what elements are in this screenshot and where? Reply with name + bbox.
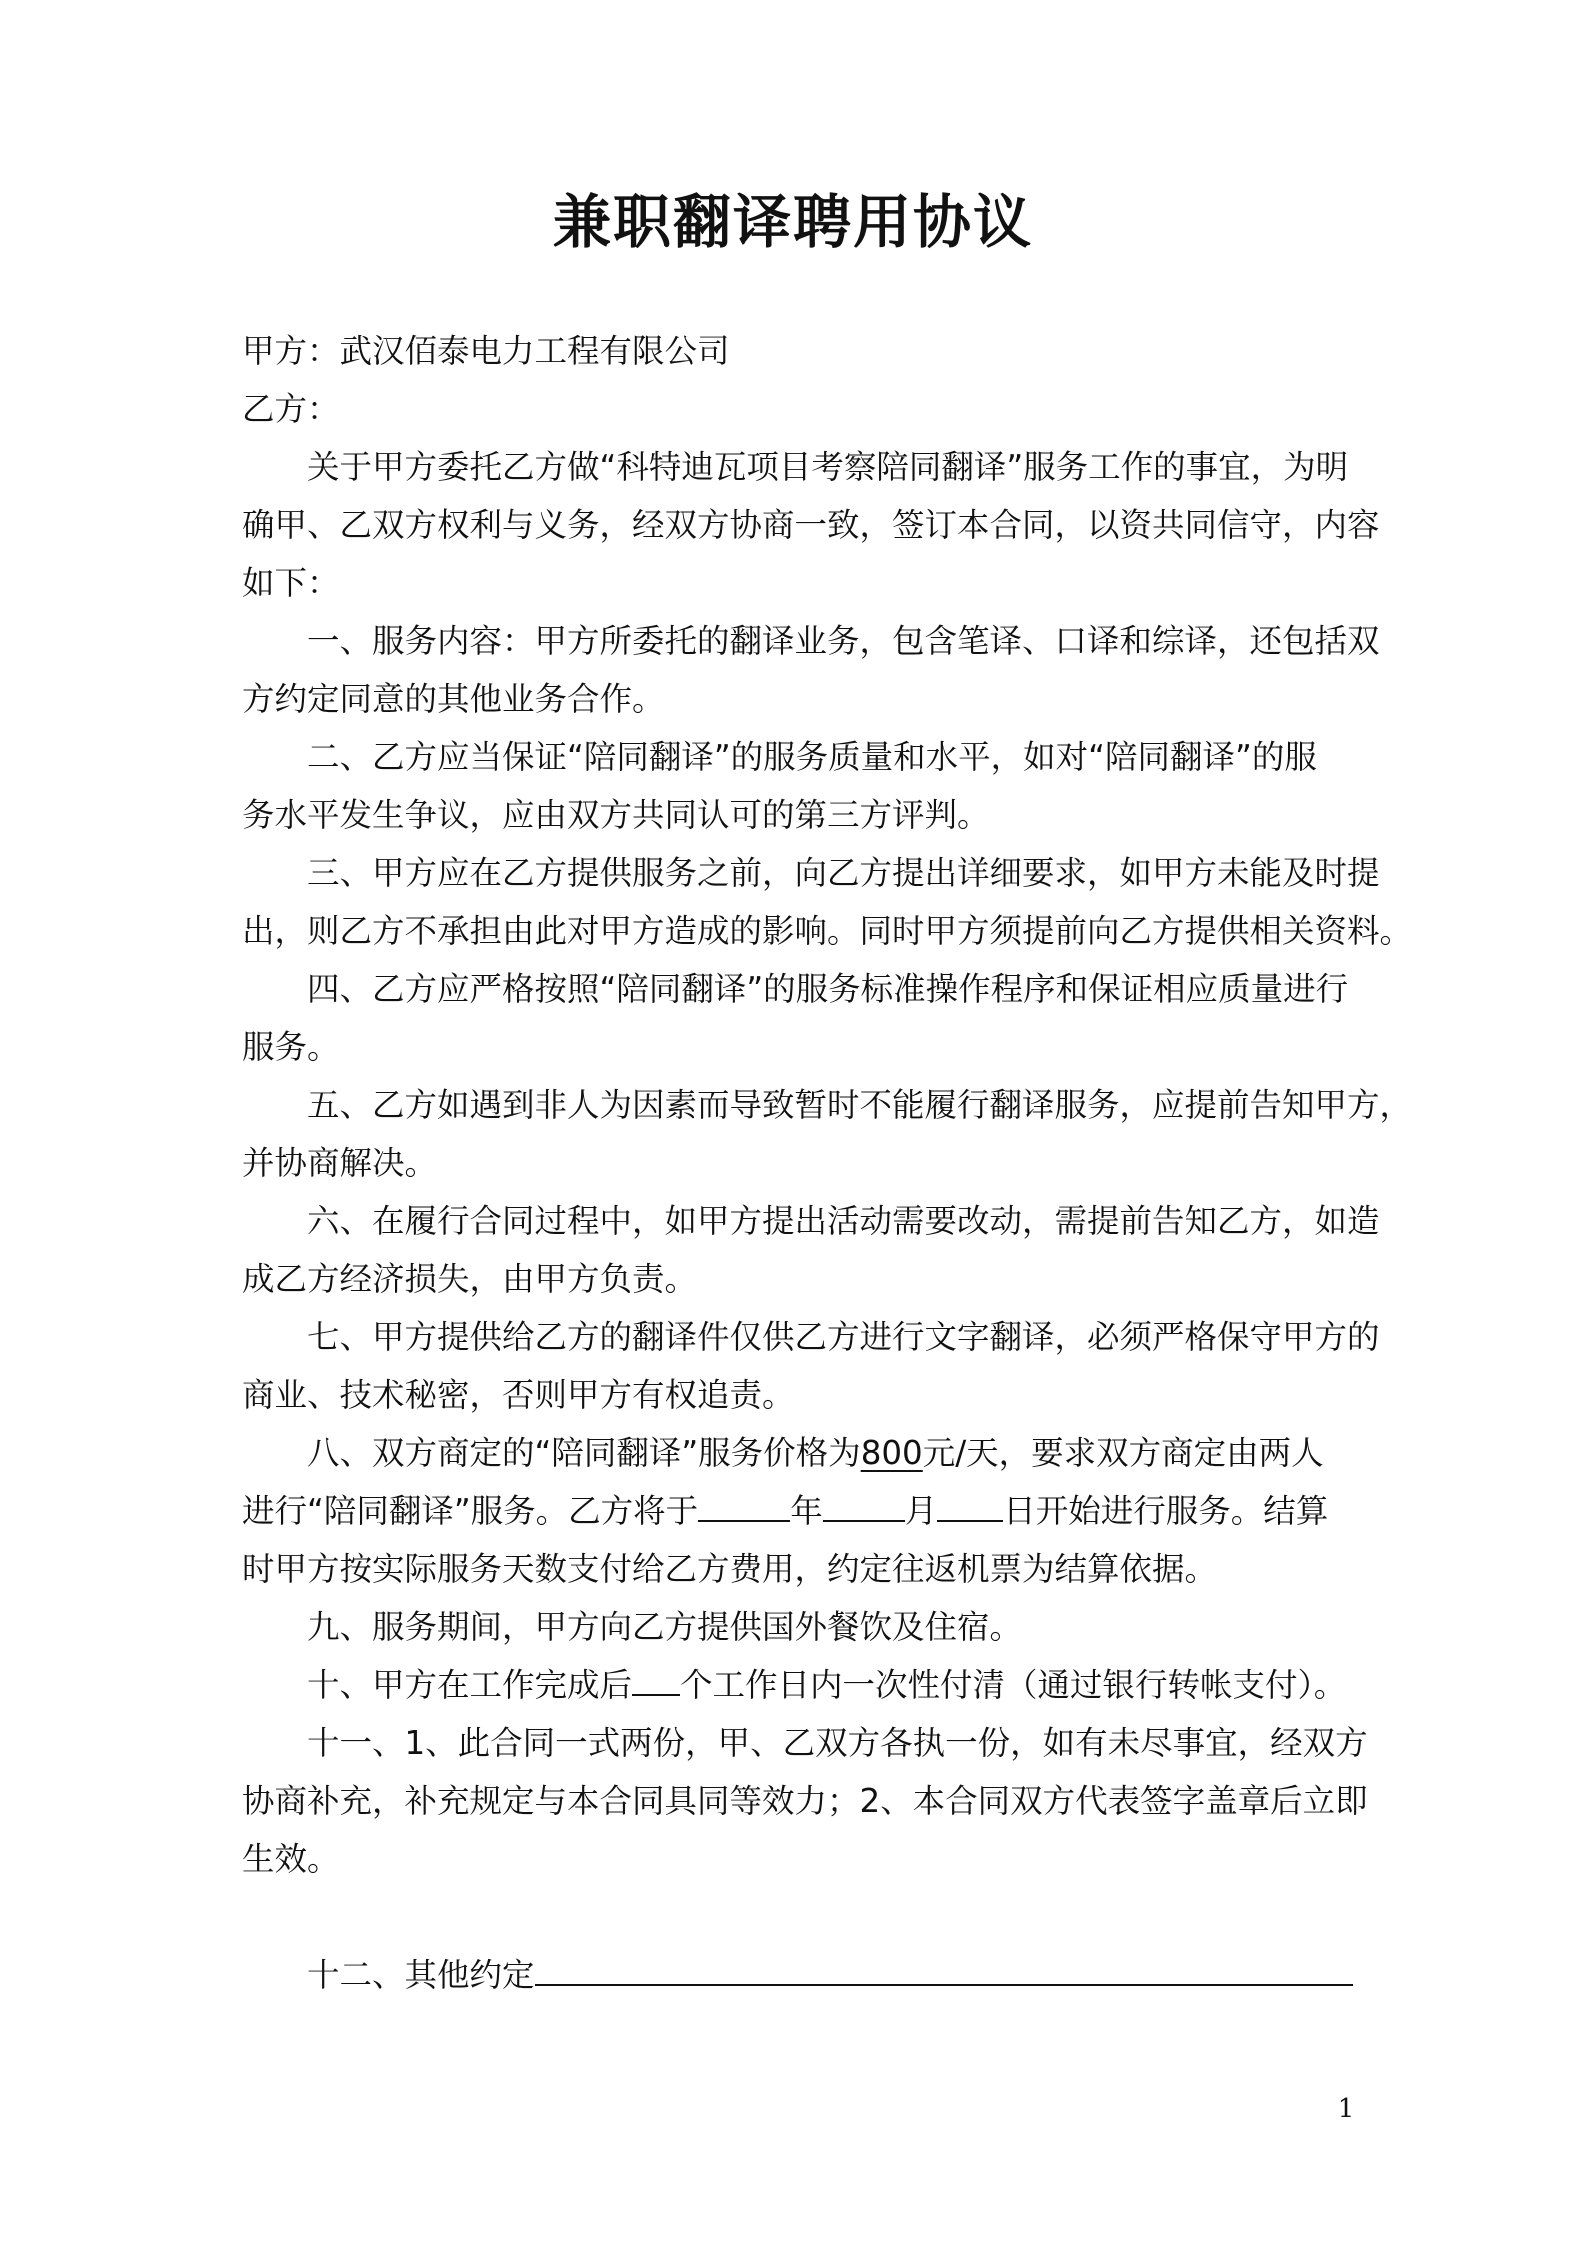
- day-blank: [937, 1482, 1003, 1522]
- clause-8-text-d: 日开始进行服务。结算: [1003, 1492, 1329, 1530]
- year-label: 年: [790, 1492, 823, 1530]
- intro-line-1: 关于甲方委托乙方做“科特迪瓦项目考察陪同翻译”服务工作的事宜，为明: [307, 448, 1349, 486]
- clause-11-line-3: 生效。: [242, 1840, 340, 1878]
- clause-9-line: 九、服务期间，甲方向乙方提供国外餐饮及住宿。: [307, 1608, 1023, 1646]
- clause-7-line-2: 商业、技术秘密，否则甲方有权追责。: [242, 1376, 795, 1414]
- clause-8-line-2: [242, 1482, 1358, 1540]
- clause-10-text-b: 个工作日内一次性付清（通过银行转帐支付）。: [680, 1666, 1347, 1704]
- spacer: [242, 1888, 1358, 1946]
- clause-2-line-2: 务水平发生争议，应由双方共同认可的第三方评判。: [242, 796, 990, 834]
- clause-8-text-c: 进行“陪同翻译”服务。乙方将于: [242, 1492, 699, 1530]
- document-body: [242, 322, 1413, 2004]
- month-blank: [823, 1482, 905, 1522]
- working-days-blank: [632, 1656, 680, 1696]
- clause-6-line-2: 成乙方经济损失，由甲方负责。: [242, 1260, 698, 1298]
- other-terms-blank: [535, 1946, 1353, 1986]
- clause-10-text-a: 十、甲方在工作完成后: [307, 1666, 633, 1704]
- clause-8-line-3: 时甲方按实际服务天数支付给乙方费用，约定往返机票为结算依据。: [242, 1550, 1218, 1588]
- clause-4-line-2: 服务。: [242, 1028, 340, 1066]
- year-blank: [698, 1482, 790, 1522]
- clause-4-line-1: 四、乙方应严格按照“陪同翻译”的服务标准操作程序和保证相应质量进行: [307, 970, 1349, 1008]
- clause-12-text: 十二、其他约定: [307, 1956, 535, 1994]
- month-label: 月: [904, 1492, 938, 1530]
- intro-line-3: 如下：: [242, 564, 340, 602]
- clause-8-text-a: 八、双方商定的“陪同翻译”服务价格为: [307, 1434, 861, 1472]
- clause-3-line-1: 三、甲方应在乙方提供服务之前，向乙方提出详细要求，如甲方未能及时提: [307, 854, 1380, 892]
- clause-8-text-b: 元/天，要求双方商定由两人: [922, 1434, 1324, 1472]
- clause-5-line-1: 五、乙方如遇到非人为因素而导致暂时不能履行翻译服务，应提前告知甲方，: [307, 1086, 1413, 1124]
- clause-11-line-1: 十一、1、此合同一式两份，甲、乙双方各执一份，如有未尽事宜，经双方: [307, 1724, 1368, 1762]
- clause-1-line-2: 方约定同意的其他业务合作。: [242, 680, 665, 718]
- clause-7-line-1: 七、甲方提供给乙方的翻译件仅供乙方进行文字翻译，必须严格保守甲方的: [307, 1318, 1380, 1356]
- intro-line-2: 确甲、乙双方权利与义务，经双方协商一致，签订本合同，以资共同信守，内容: [242, 506, 1380, 544]
- clause-8-line-1: [242, 1424, 1358, 1482]
- document-title: 兼职翻译聘用协议: [552, 188, 1033, 256]
- page-number: 1: [1337, 2094, 1355, 2124]
- clause-12-line: [242, 1946, 1358, 2004]
- clause-1-line-1: 一、服务内容：甲方所委托的翻译业务，包含笔译、口译和综译，还包括双: [307, 622, 1380, 660]
- clause-11-line-2: 协商补充，补充规定与本合同具同等效力；2、本合同双方代表签字盖章后立即: [242, 1782, 1368, 1820]
- party-a-line: 甲方：武汉佰泰电力工程有限公司: [242, 332, 730, 370]
- party-b-line: 乙方：: [242, 390, 340, 428]
- clause-6-line-1: 六、在履行合同过程中，如甲方提出活动需要改动，需提前告知乙方，如造: [307, 1202, 1380, 1240]
- clause-5-line-2: 并协商解决。: [242, 1144, 438, 1182]
- price-value: 800: [860, 1434, 923, 1472]
- clause-2-line-1: 二、乙方应当保证“陪同翻译”的服务质量和水平，如对“陪同翻译”的服: [307, 738, 1317, 776]
- clause-10-line: [242, 1656, 1358, 1714]
- clause-3-line-2: 出，则乙方不承担由此对甲方造成的影响。同时甲方须提前向乙方提供相关资料。: [242, 912, 1413, 950]
